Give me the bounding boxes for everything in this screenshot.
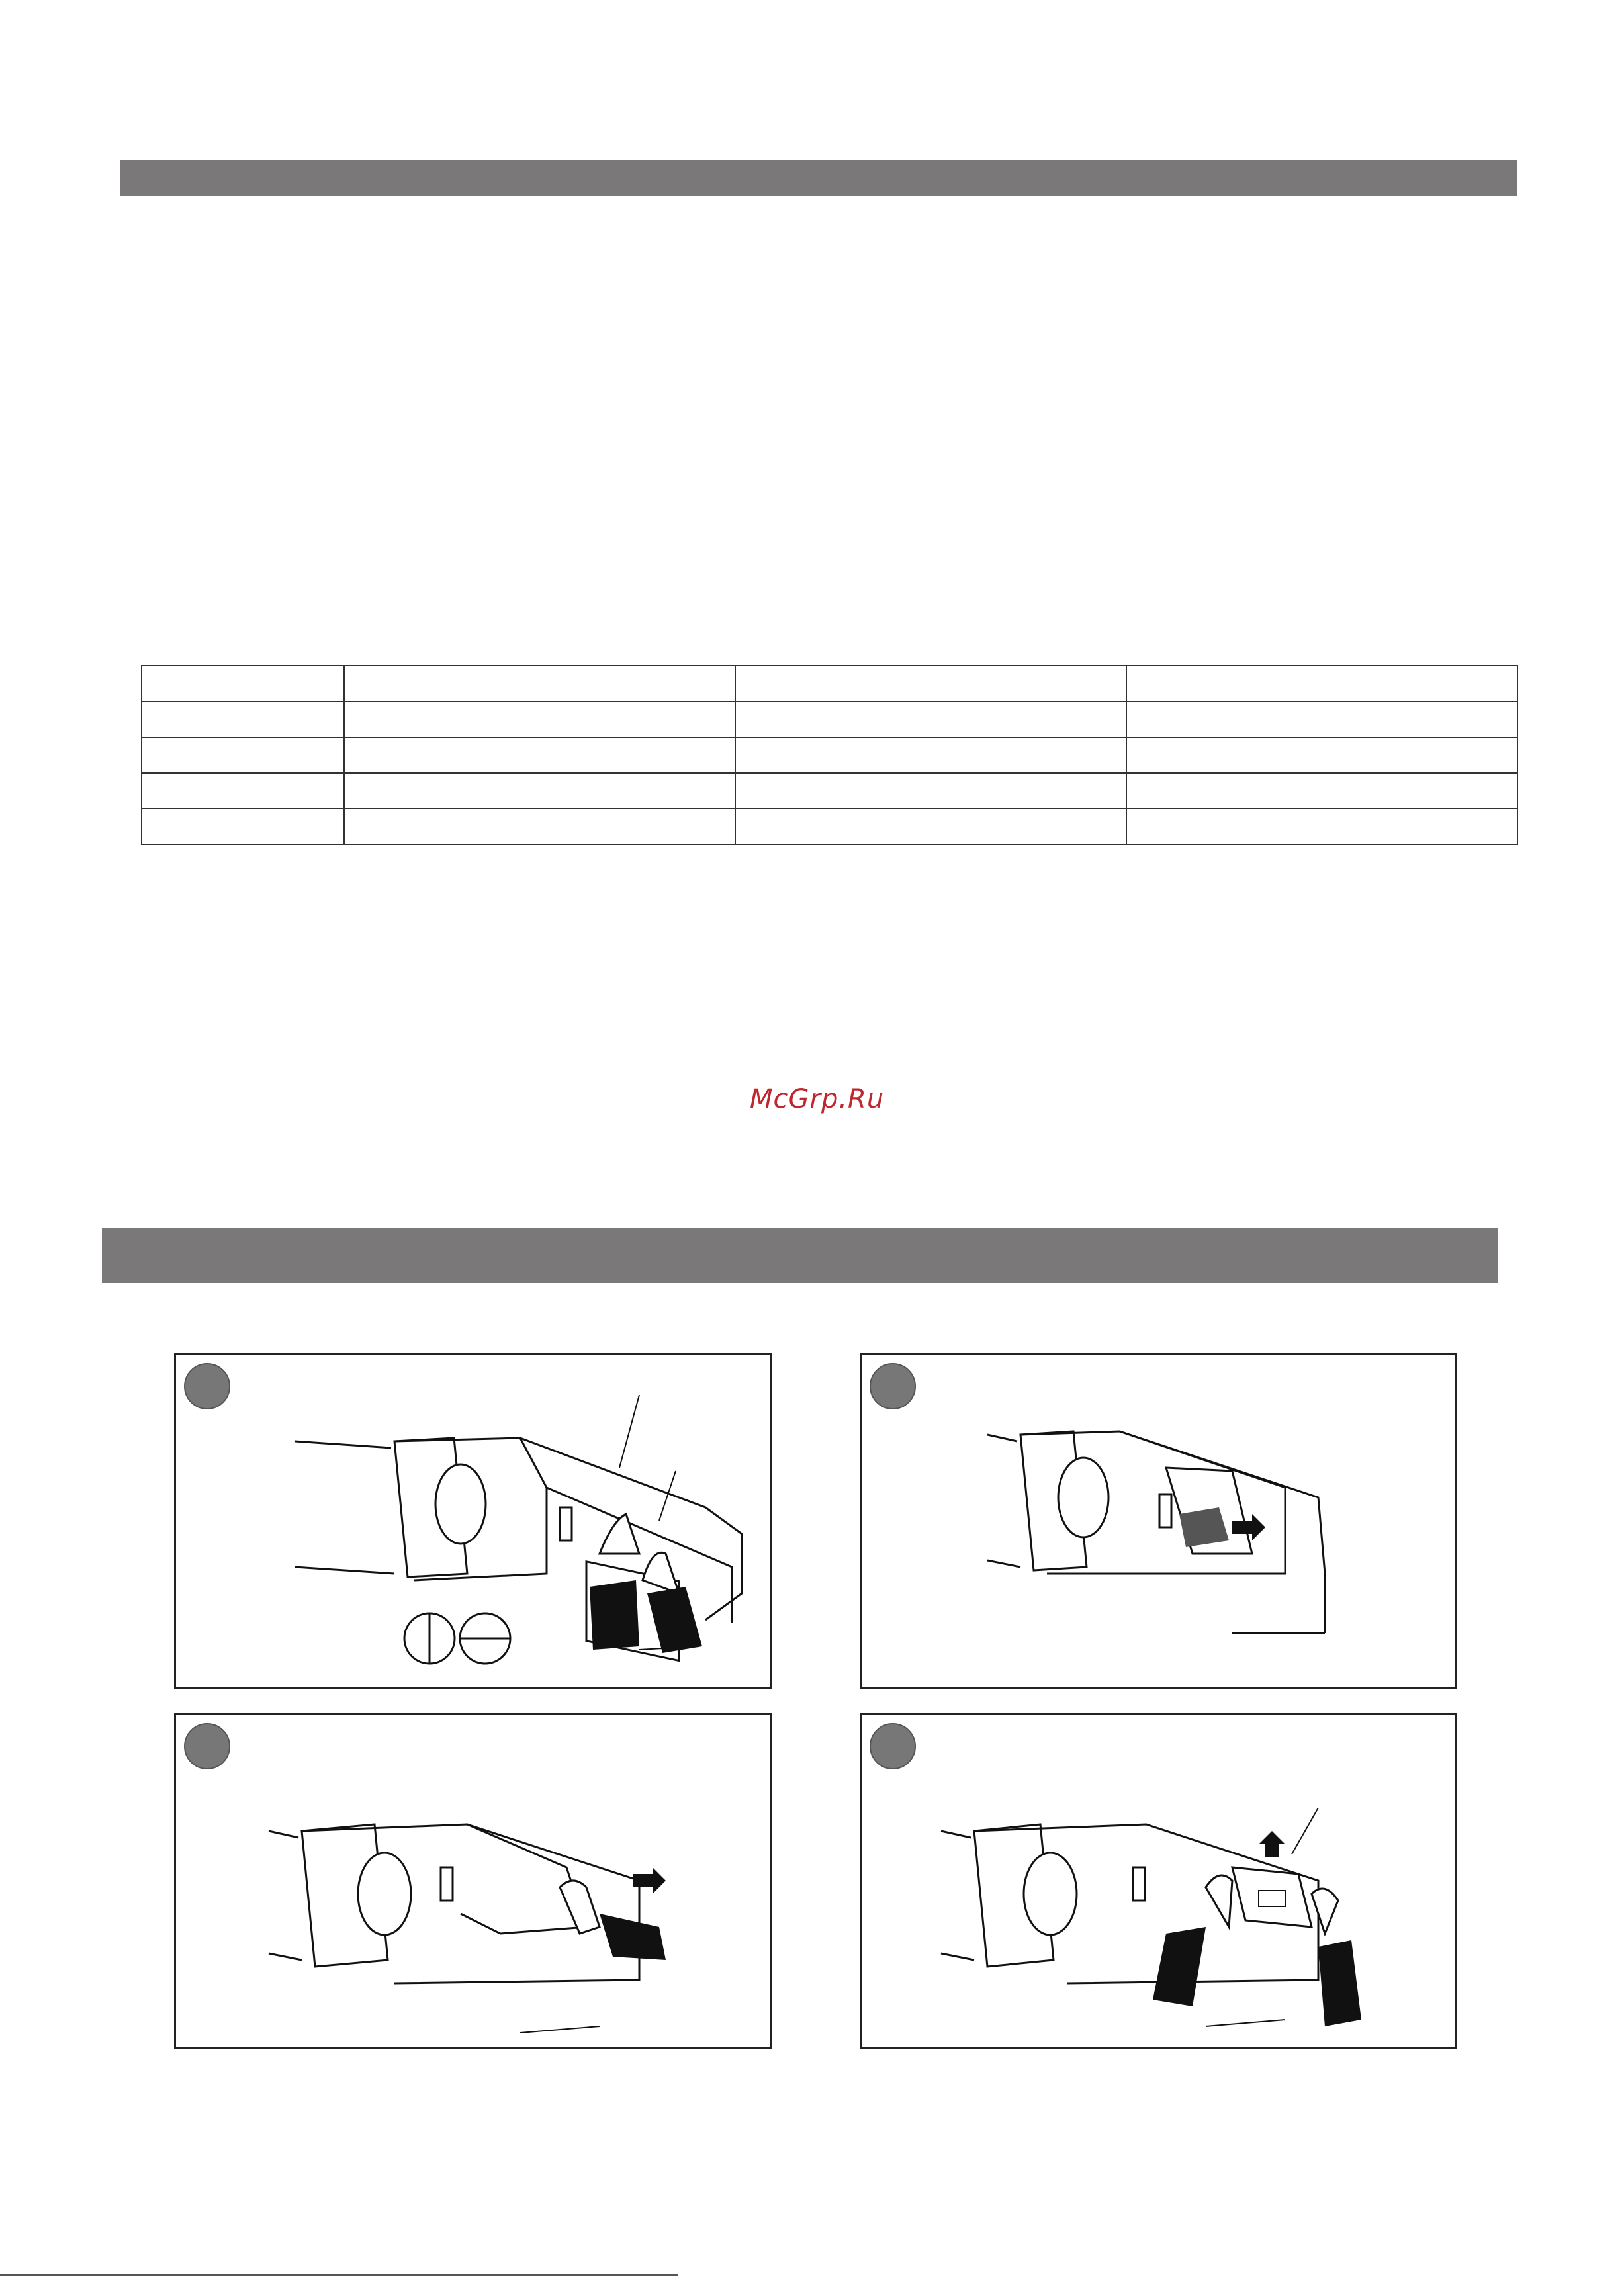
table-row <box>142 666 1517 701</box>
table-row <box>142 773 1517 809</box>
maintenance-header-bar <box>102 1228 1498 1283</box>
open-panel-illustration <box>176 1355 774 1691</box>
step-panel-4 <box>860 1713 1457 2049</box>
watermark-text[interactable]: McGrp.Ru <box>750 1084 885 1114</box>
table-row <box>142 809 1517 844</box>
lift-cassette-illustration <box>862 1715 1459 2051</box>
footer-rule <box>0 2274 678 2276</box>
step-panel-1 <box>174 1353 772 1689</box>
spec-table <box>141 665 1518 845</box>
step-panel-2 <box>860 1353 1457 1689</box>
section-header-bar <box>120 160 1517 196</box>
table-row <box>142 701 1517 737</box>
slide-filter-illustration <box>862 1355 1459 1691</box>
table-row <box>142 737 1517 773</box>
pull-exchanger-illustration <box>176 1715 774 2051</box>
step-panel-3 <box>174 1713 772 2049</box>
